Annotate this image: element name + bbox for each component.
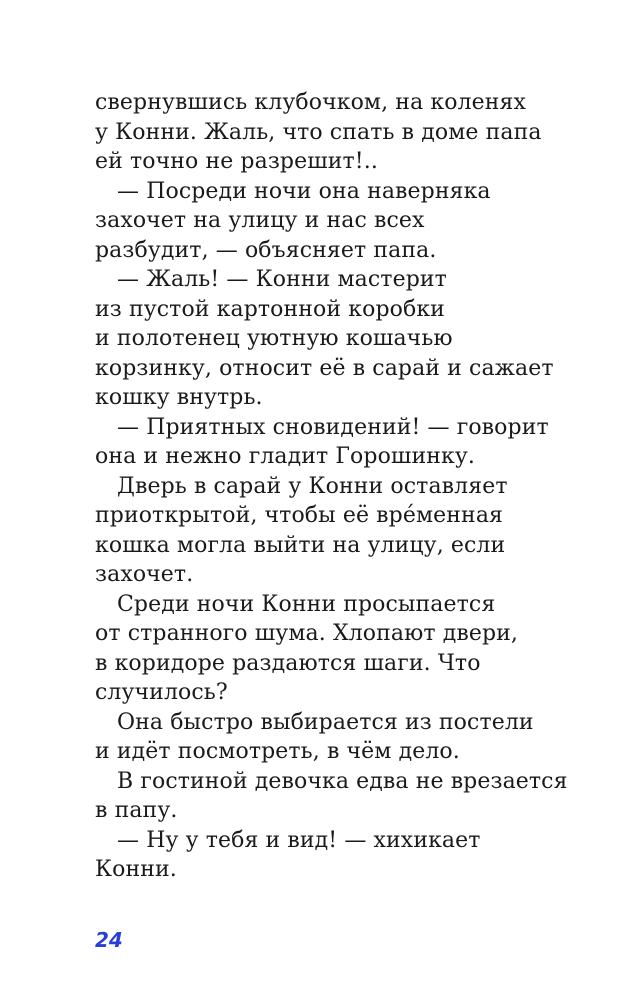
text-line: в папу. xyxy=(95,798,178,823)
text-line: Среди ночи Конни просыпается xyxy=(117,591,496,617)
text-line: корзинку, относит её в сарай и сажает xyxy=(95,355,554,381)
text-line: Дверь в сарай у Конни оставляет xyxy=(117,473,508,499)
text-line: — Ну у тебя и вид! — хихикает xyxy=(117,827,481,853)
text-line: кошку внутрь. xyxy=(95,385,263,410)
text-line: у Конни. Жаль, что спать в доме папа xyxy=(95,119,542,145)
text-line: Она быстро выбирается из постели xyxy=(117,709,534,735)
text-line: кошка могла выйти на улицу, если xyxy=(95,532,506,558)
text-line: в коридоре раздаются шаги. Что xyxy=(95,650,481,676)
text-line: из пустой картонной коробки xyxy=(95,296,445,322)
text-line: и идёт посмотреть, в чём дело. xyxy=(95,739,460,764)
text-line: ей точно не разрешит!.. xyxy=(95,149,378,174)
text-line: — Посреди ночи она наверняка xyxy=(117,178,491,204)
text-line: случилось? xyxy=(95,680,228,705)
text-line: она и нежно гладит Горошинку. xyxy=(95,444,475,469)
text-line: — Жаль! — Конни мастерит xyxy=(117,267,447,292)
text-line: В гостиной девочка едва не врезается xyxy=(117,768,568,794)
text-line: — Приятных сновидений! — говорит xyxy=(117,414,549,440)
text-line: захочет. xyxy=(95,562,194,587)
text-line: свернувшись клубочком, на коленях xyxy=(95,90,527,115)
page-number: 24 xyxy=(95,928,123,952)
text-line: разбудит, — объясняет папа. xyxy=(95,237,437,263)
text-line: от странного шума. Хлопают двери, xyxy=(95,621,519,646)
text-line: Конни. xyxy=(95,857,177,882)
text-line: и полотенец уютную кошачью xyxy=(95,326,453,351)
body-text xyxy=(95,88,568,885)
text-line: захочет на улицу и нас всех xyxy=(95,208,425,233)
text-line: приоткрытой, чтобы её вре́менная xyxy=(95,503,504,528)
